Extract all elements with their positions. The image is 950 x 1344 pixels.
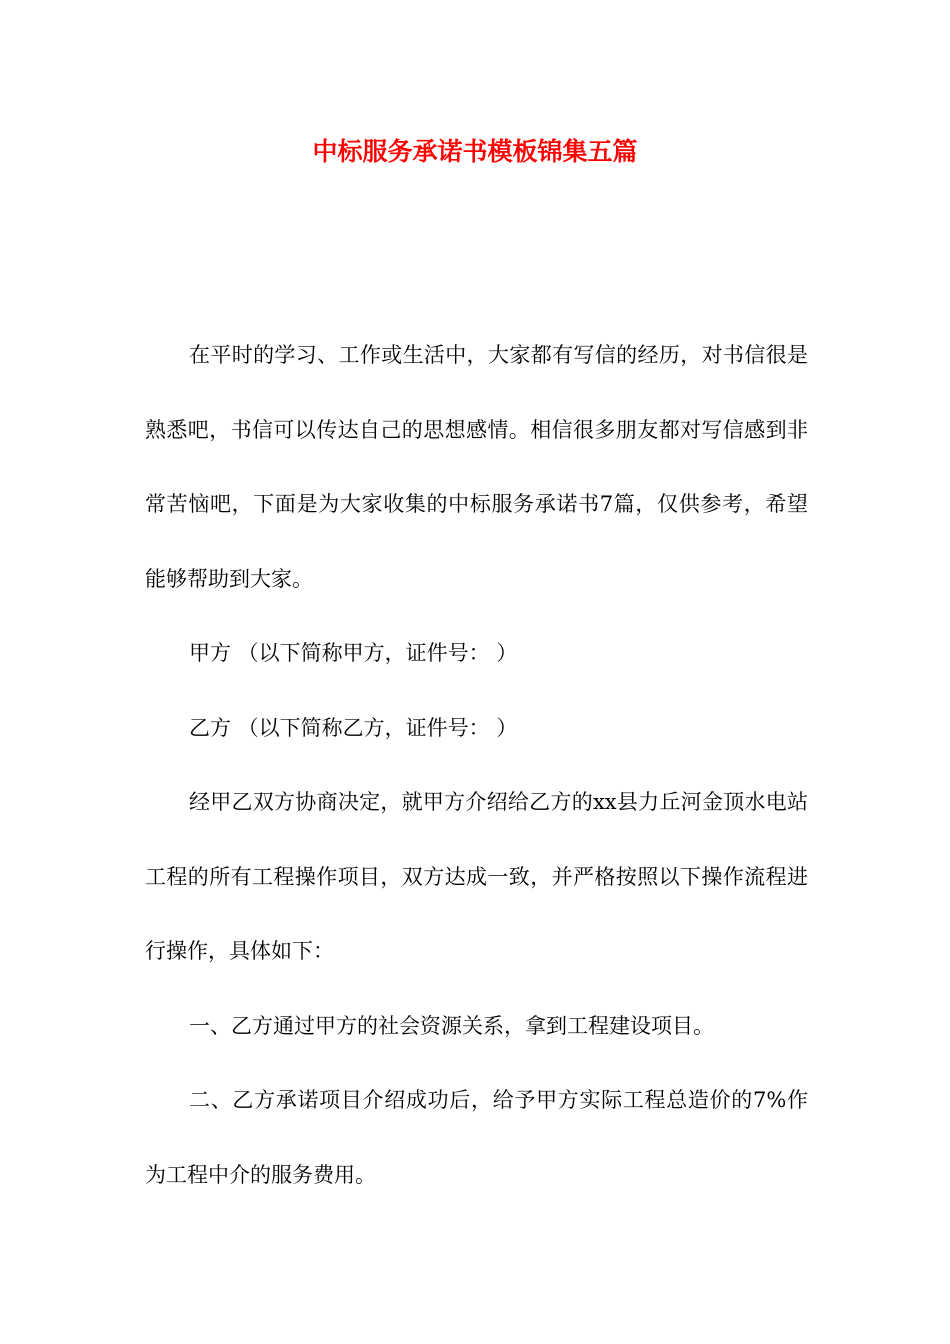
paragraph-clause-2: 二、乙方承诺项目介绍成功后，给予甲方实际工程总造价的7%作为工程中介的服务费用。 xyxy=(145,1088,808,1187)
paragraph-party-b: 乙方 （以下简称乙方，证件号： ） xyxy=(189,715,518,740)
document-body xyxy=(145,318,808,1212)
paragraph-intro: 在平时的学习、工作或生活中，大家都有写信的经历，对书信很是熟悉吧，书信可以传达自己的思想感情。相信很多朋友都对写信感到非常苦恼吧，下面是为大家收集的中标服务承诺书7篇，仅供参考，希望能够帮助到大家。 xyxy=(145,343,808,591)
paragraph-agreement: 经甲乙双方协商决定，就甲方介绍给乙方的xx县力丘河金顶水电站工程的所有工程操作项目，双方达成一致，并严格按照以下操作流程进行操作，具体如下： xyxy=(145,790,808,963)
paragraph-clause-1: 一、乙方通过甲方的社会资源关系，拿到工程建设项目。 xyxy=(189,1013,714,1038)
paragraph-party-a: 甲方 （以下简称甲方，证件号： ） xyxy=(189,641,518,665)
document-title: 中标服务承诺书模板锦集五篇 xyxy=(312,137,638,166)
